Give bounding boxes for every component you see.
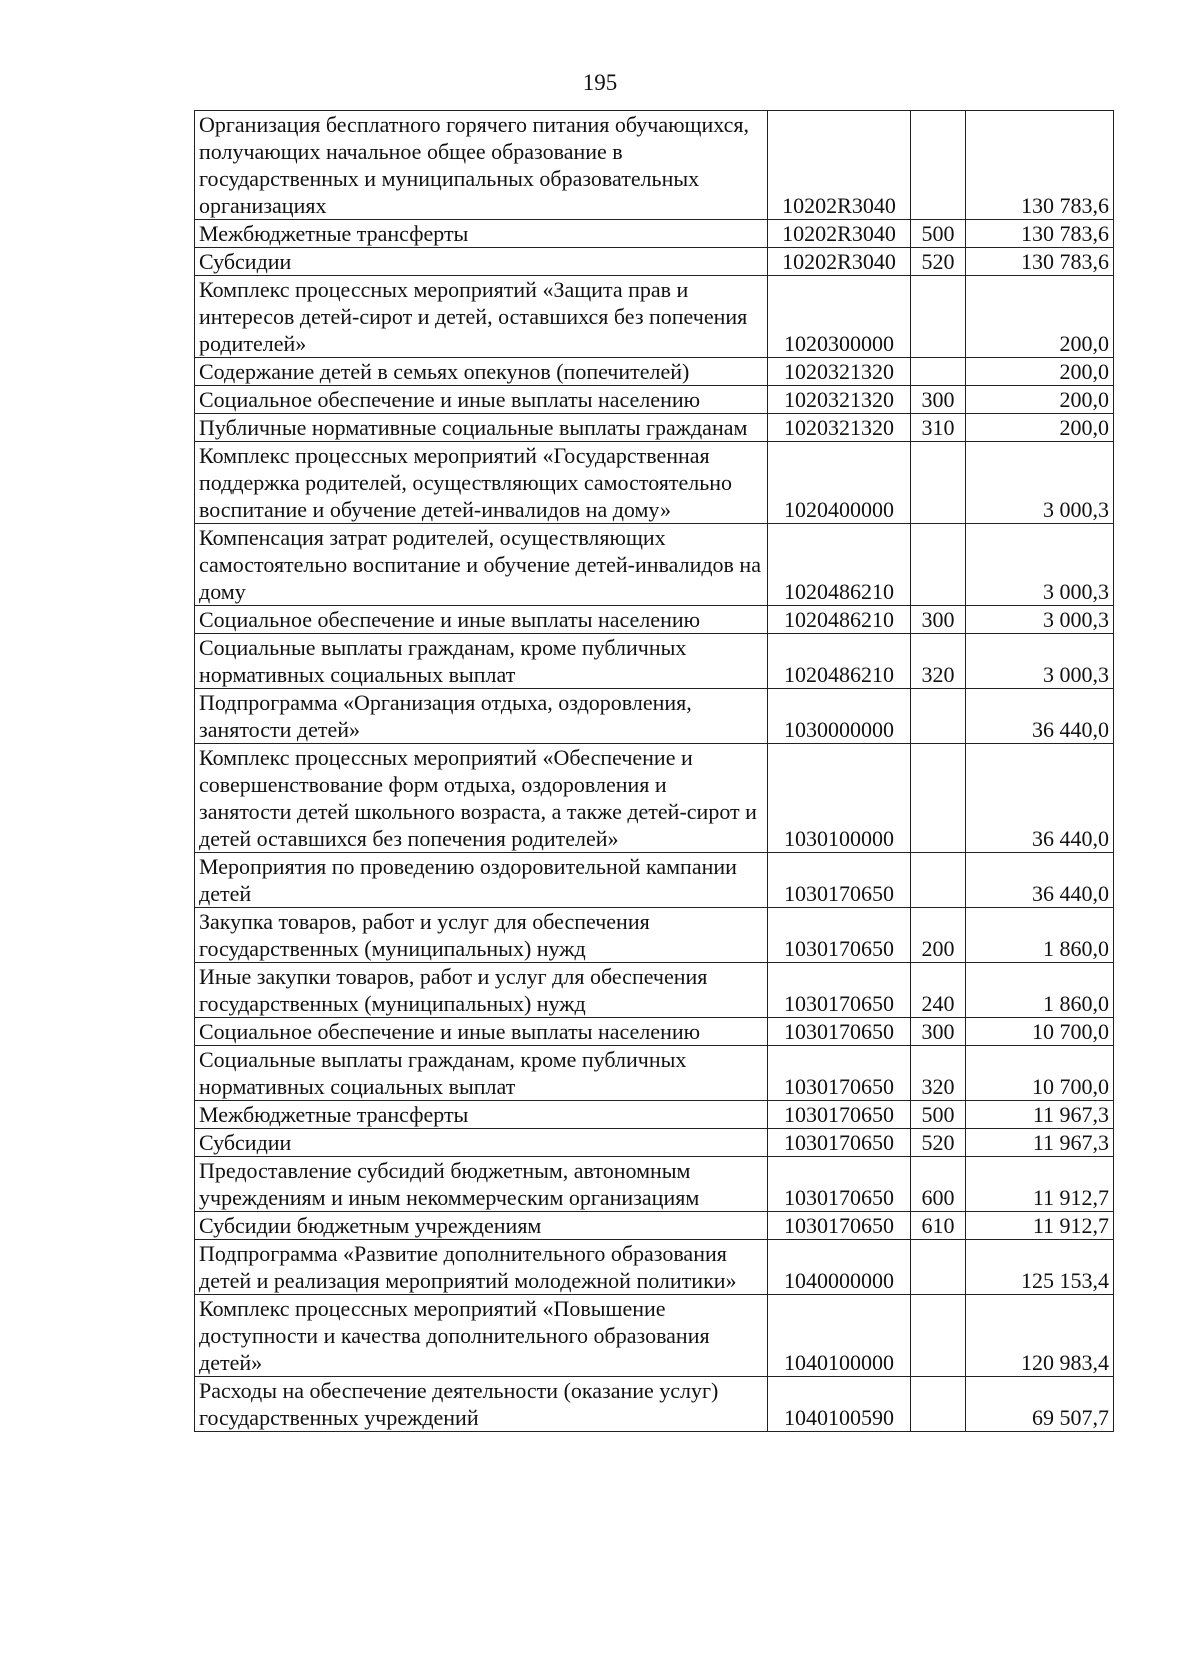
row-name-text: Закупка товаров, работ и услуг для обеспечения государственных (муниципальных) нужд (199, 909, 650, 961)
row-vr-cell (911, 1212, 966, 1240)
row-sum-cell (966, 386, 1114, 414)
row-sum-text: 36 440,0 (1032, 826, 1109, 851)
row-vr-cell (911, 606, 966, 634)
row-code-text: 1020400000 (784, 497, 894, 522)
table-row (195, 1101, 1114, 1129)
row-sum-text: 200,0 (1059, 415, 1109, 440)
row-name-text: Содержание детей в семьях опекунов (попечителей) (199, 359, 690, 384)
table-row (195, 358, 1114, 386)
row-code-cell (768, 1129, 911, 1157)
row-vr-cell (911, 524, 966, 606)
row-sum-cell (966, 744, 1114, 853)
row-code-cell (768, 1157, 911, 1212)
row-name-cell (195, 524, 768, 606)
row-vr-cell (911, 963, 966, 1018)
row-code-cell (768, 634, 911, 689)
row-vr-cell (911, 1018, 966, 1046)
row-code-cell (768, 1377, 911, 1432)
row-name-text: Организация бесплатного горячего питания обучающихся, получающих начальное общее образование в государственных и муниципальных образовательных организациях (199, 112, 749, 218)
row-vr-cell (911, 1129, 966, 1157)
row-code-text: 1030170650 (784, 1213, 894, 1238)
row-sum-cell (966, 111, 1114, 220)
row-sum-cell (966, 1129, 1114, 1157)
row-code-cell (768, 963, 911, 1018)
row-vr-cell (911, 1101, 966, 1129)
row-sum-cell (966, 276, 1114, 358)
row-sum-cell (966, 442, 1114, 524)
row-vr-cell (911, 358, 966, 386)
table-row (195, 1212, 1114, 1240)
row-sum-text: 3 000,3 (1043, 579, 1109, 604)
table-row (195, 248, 1114, 276)
row-sum-cell (966, 1157, 1114, 1212)
table-row (195, 524, 1114, 606)
row-vr-text: 520 (921, 249, 955, 274)
row-name-cell (195, 1129, 768, 1157)
row-code-text: 10202R3040 (782, 193, 896, 218)
row-name-cell (195, 1018, 768, 1046)
row-name-cell (195, 276, 768, 358)
row-code-text: 1020321320 (784, 415, 894, 440)
row-sum-cell (966, 524, 1114, 606)
row-vr-text: 300 (921, 387, 955, 412)
row-sum-cell (966, 220, 1114, 248)
row-vr-cell (911, 111, 966, 220)
row-code-text: 1030170650 (784, 936, 894, 961)
row-sum-text: 120 983,4 (1021, 1350, 1109, 1375)
row-code-cell (768, 853, 911, 908)
row-vr-text: 300 (921, 1019, 955, 1044)
page-number: 195 (582, 70, 618, 95)
row-name-cell (195, 606, 768, 634)
row-vr-text: 610 (921, 1213, 955, 1238)
row-name-cell (195, 1377, 768, 1432)
row-name-cell (195, 1240, 768, 1295)
row-sum-text: 200,0 (1059, 387, 1109, 412)
row-name-cell (195, 386, 768, 414)
row-name-text: Субсидии бюджетным учреждениям (199, 1213, 542, 1238)
row-code-cell (768, 358, 911, 386)
row-sum-text: 130 783,6 (1021, 221, 1109, 246)
row-name-text: Подпрограмма «Организация отдыха, оздоровления, занятости детей» (199, 690, 692, 742)
row-code-text: 1040100590 (784, 1405, 894, 1430)
row-vr-cell (911, 414, 966, 442)
row-sum-cell (966, 634, 1114, 689)
row-sum-text: 125 153,4 (1021, 1268, 1109, 1293)
row-sum-cell (966, 1046, 1114, 1101)
row-code-cell (768, 414, 911, 442)
row-sum-text: 11 967,3 (1032, 1102, 1109, 1127)
row-sum-text: 3 000,3 (1043, 497, 1109, 522)
row-sum-text: 3 000,3 (1043, 662, 1109, 687)
row-name-text: Подпрограмма «Развитие дополнительного образования детей и реализация мероприятий молодежной политики» (199, 1241, 737, 1293)
row-code-cell (768, 1240, 911, 1295)
row-name-text: Межбюджетные трансферты (199, 1102, 469, 1127)
row-name-text: Предоставление субсидий бюджетным, автономным учреждениям и иным некоммерческим организациям (199, 1158, 700, 1210)
budget-table-body (195, 111, 1114, 1432)
row-code-cell (768, 220, 911, 248)
table-row (195, 606, 1114, 634)
row-sum-text: 3 000,3 (1043, 607, 1109, 632)
row-code-text: 1030170650 (784, 1130, 894, 1155)
row-name-text: Расходы на обеспечение деятельности (оказание услуг) государственных учреждений (199, 1378, 719, 1430)
row-name-text: Комплекс процессных мероприятий «Обеспечение и совершенствование форм отдыха, оздоровления и занятости детей школьного возраста, а также детей-сирот и детей оставшихся без попечения родителей» (199, 745, 757, 851)
row-name-text: Социальные выплаты гражданам, кроме публичных нормативных социальных выплат (199, 635, 687, 687)
row-sum-cell (966, 1212, 1114, 1240)
row-code-text: 10202R3040 (782, 249, 896, 274)
table-row (195, 1377, 1114, 1432)
row-vr-cell (911, 1157, 966, 1212)
row-name-cell (195, 1295, 768, 1377)
row-name-text: Комплекс процессных мероприятий «Защита прав и интересов детей-сирот и детей, оставшихся без попечения родителей» (199, 277, 748, 356)
row-code-text: 1030170650 (784, 991, 894, 1016)
table-row (195, 276, 1114, 358)
row-code-cell (768, 1212, 911, 1240)
row-vr-cell (911, 220, 966, 248)
row-code-text: 1030170650 (784, 1019, 894, 1044)
row-name-text: Публичные нормативные социальные выплаты гражданам (199, 415, 748, 440)
row-sum-text: 69 507,7 (1032, 1405, 1109, 1430)
row-name-text: Иные закупки товаров, работ и услуг для обеспечения государственных (муниципальных) нужд (199, 964, 708, 1016)
row-name-text: Мероприятия по проведению оздоровительной кампании детей (199, 854, 737, 906)
row-code-text: 1030170650 (784, 881, 894, 906)
row-sum-text: 11 967,3 (1032, 1130, 1109, 1155)
row-name-text: Социальное обеспечение и иные выплаты населению (199, 387, 701, 412)
row-vr-text: 310 (921, 415, 955, 440)
row-sum-text: 11 912,7 (1032, 1213, 1109, 1238)
row-sum-cell (966, 689, 1114, 744)
row-sum-cell (966, 1240, 1114, 1295)
row-sum-text: 10 700,0 (1032, 1074, 1109, 1099)
row-vr-cell (911, 853, 966, 908)
row-name-text: Социальное обеспечение и иные выплаты населению (199, 1019, 701, 1044)
table-row (195, 414, 1114, 442)
row-name-text: Комплекс процессных мероприятий «Государственная поддержка родителей, осуществляющих самостоятельно воспитание и обучение детей-инвалидов на дому» (199, 443, 733, 522)
row-name-text: Субсидии (199, 1130, 292, 1155)
row-sum-cell (966, 1377, 1114, 1432)
row-name-cell (195, 414, 768, 442)
row-code-cell (768, 276, 911, 358)
row-sum-text: 130 783,6 (1021, 193, 1109, 218)
row-name-cell (195, 111, 768, 220)
row-name-cell (195, 634, 768, 689)
row-name-cell (195, 908, 768, 963)
row-name-cell (195, 1212, 768, 1240)
row-name-text: Комплекс процессных мероприятий «Повышение доступности и качества дополнительного образования детей» (199, 1296, 710, 1375)
row-code-cell (768, 1018, 911, 1046)
row-name-cell (195, 220, 768, 248)
row-vr-cell (911, 276, 966, 358)
table-row (195, 744, 1114, 853)
row-code-text: 1030000000 (784, 717, 894, 742)
row-name-cell (195, 442, 768, 524)
row-vr-text: 500 (921, 221, 955, 246)
row-code-text: 1020486210 (784, 607, 894, 632)
row-sum-text: 10 700,0 (1032, 1019, 1109, 1044)
row-code-cell (768, 442, 911, 524)
row-vr-cell (911, 1240, 966, 1295)
row-code-cell (768, 1101, 911, 1129)
row-vr-cell (911, 1295, 966, 1377)
table-row (195, 1295, 1114, 1377)
row-name-text: Компенсация затрат родителей, осуществляющих самостоятельно воспитание и обучение детей-инвалидов на дому (199, 525, 761, 604)
row-name-cell (195, 248, 768, 276)
row-code-text: 1020300000 (784, 331, 894, 356)
row-code-text: 1040000000 (784, 1268, 894, 1293)
row-code-cell (768, 606, 911, 634)
table-row (195, 1157, 1114, 1212)
row-code-text: 10202R3040 (782, 221, 896, 246)
row-vr-cell (911, 1046, 966, 1101)
row-code-text: 1020486210 (784, 662, 894, 687)
row-sum-text: 200,0 (1059, 359, 1109, 384)
table-row (195, 386, 1114, 414)
row-vr-text: 500 (921, 1102, 955, 1127)
row-vr-text: 320 (921, 662, 955, 687)
table-row (195, 111, 1114, 220)
row-vr-text: 320 (921, 1074, 955, 1099)
row-code-cell (768, 1295, 911, 1377)
row-vr-cell (911, 908, 966, 963)
row-sum-text: 36 440,0 (1032, 881, 1109, 906)
row-name-cell (195, 1157, 768, 1212)
row-vr-text: 240 (921, 991, 955, 1016)
row-name-text: Социальные выплаты гражданам, кроме публичных нормативных социальных выплат (199, 1047, 687, 1099)
row-sum-cell (966, 414, 1114, 442)
budget-table (194, 110, 1114, 1432)
table-row (195, 634, 1114, 689)
row-code-text: 1030170650 (784, 1185, 894, 1210)
table-row (195, 908, 1114, 963)
row-sum-text: 11 912,7 (1032, 1185, 1109, 1210)
row-sum-cell (966, 248, 1114, 276)
row-vr-cell (911, 744, 966, 853)
row-code-cell (768, 908, 911, 963)
row-code-cell (768, 1046, 911, 1101)
row-sum-cell (966, 1295, 1114, 1377)
row-name-text: Социальное обеспечение и иные выплаты населению (199, 607, 701, 632)
row-sum-cell (966, 963, 1114, 1018)
row-code-text: 1020321320 (784, 359, 894, 384)
table-row (195, 1018, 1114, 1046)
row-code-cell (768, 248, 911, 276)
row-sum-cell (966, 908, 1114, 963)
row-sum-text: 1 860,0 (1043, 936, 1109, 961)
table-row (195, 1129, 1114, 1157)
table-row (195, 442, 1114, 524)
row-vr-text: 600 (921, 1185, 955, 1210)
row-sum-cell (966, 1018, 1114, 1046)
row-sum-cell (966, 606, 1114, 634)
row-sum-text: 1 860,0 (1043, 991, 1109, 1016)
row-code-text: 1040100000 (784, 1350, 894, 1375)
row-name-cell (195, 689, 768, 744)
row-vr-cell (911, 634, 966, 689)
row-name-text: Субсидии (199, 249, 292, 274)
table-row (195, 1240, 1114, 1295)
row-sum-text: 130 783,6 (1021, 249, 1109, 274)
table-row (195, 853, 1114, 908)
row-vr-text: 300 (921, 607, 955, 632)
table-row (195, 689, 1114, 744)
row-name-cell (195, 963, 768, 1018)
row-vr-text: 520 (921, 1130, 955, 1155)
row-vr-cell (911, 1377, 966, 1432)
table-row (195, 963, 1114, 1018)
row-name-text: Межбюджетные трансферты (199, 221, 469, 246)
row-code-cell (768, 744, 911, 853)
row-vr-cell (911, 248, 966, 276)
row-sum-cell (966, 358, 1114, 386)
row-name-cell (195, 853, 768, 908)
row-code-text: 1030170650 (784, 1102, 894, 1127)
row-code-text: 1030100000 (784, 826, 894, 851)
row-vr-cell (911, 386, 966, 414)
row-code-cell (768, 111, 911, 220)
row-name-cell (195, 744, 768, 853)
row-code-cell (768, 689, 911, 744)
row-code-cell (768, 524, 911, 606)
row-vr-cell (911, 689, 966, 744)
row-code-text: 1020486210 (784, 579, 894, 604)
row-sum-text: 36 440,0 (1032, 717, 1109, 742)
row-name-cell (195, 1101, 768, 1129)
row-name-cell (195, 1046, 768, 1101)
row-vr-text: 200 (921, 936, 955, 961)
row-vr-cell (911, 442, 966, 524)
row-sum-text: 200,0 (1059, 331, 1109, 356)
table-row (195, 220, 1114, 248)
row-code-text: 1030170650 (784, 1074, 894, 1099)
row-name-cell (195, 358, 768, 386)
table-row (195, 1046, 1114, 1101)
row-code-text: 1020321320 (784, 387, 894, 412)
row-sum-cell (966, 1101, 1114, 1129)
row-sum-cell (966, 853, 1114, 908)
row-code-cell (768, 386, 911, 414)
